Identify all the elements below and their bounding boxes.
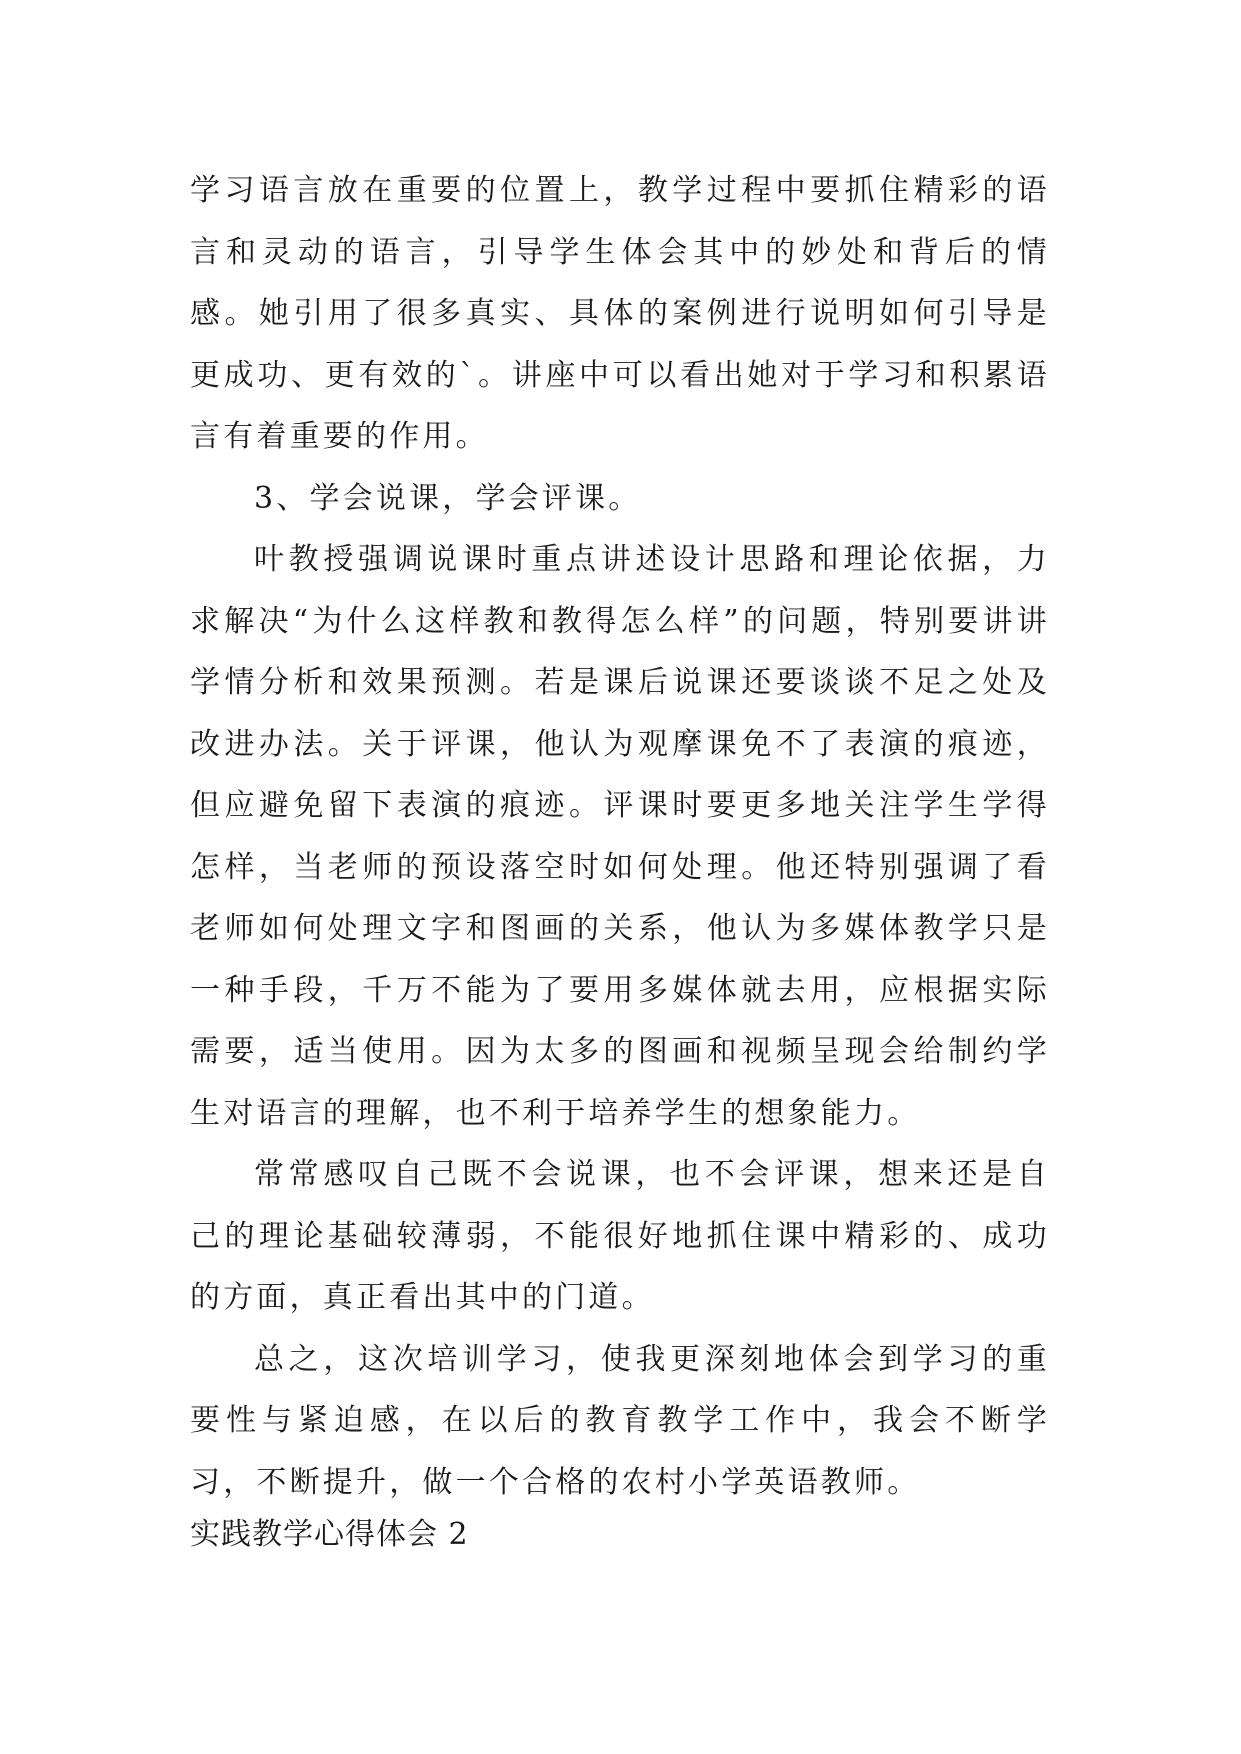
paragraph-point-3-heading: 3、学会说课，学会评课。 [254,480,642,516]
paragraph-self-reflection: 常常感叹自己既不会说课，也不会评课，想来还是自己的理论基础较薄弱，不能很好地抓住课中精彩的、成功的方面，真正看出其中的门道。 [190,1157,1050,1315]
body-text [190,160,1050,1513]
paragraph-conclusion: 总之，这次培训学习，使我更深刻地体会到学习的重要性与紧迫感，在以后的教育教学工作中，我会不断学习，不断提升，做一个合格的农村小学英语教师。 [190,1341,1050,1500]
section-title: 实践教学心得体会 2 [190,1517,469,1552]
paragraph-language-learning: 学习语言放在重要的位置上，教学过程中要抓住精彩的语言和灵动的语言，引导学生体会其中的妙处和背后的情感。她引用了很多真实、具体的案例进行说明如何引导是更成功、更有效的`。讲座中可以看出她对于学习和积累语言有着重要的作用。 [190,173,1050,454]
paragraph-lesson-evaluation: 叶教授强调说课时重点讲述设计思路和理论依据，力求解决“为什么这样教和教得怎么样”的问题，特别要讲讲学情分析和效果预测。若是课后说课还要谈谈不足之处及改进办法。关于评课，他认为观摩课免不了表演的痕迹，但应避免留下表演的痕迹。评课时要更多地关注学生学得怎样，当老师的预设落空时如何处理。他还特别强调了看老师如何处理文字和图画的关系，他认为多媒体教学只是一种手段，千万不能为了要用多媒体就去用，应根据实际需要，适当使用。因为太多的图画和视频呈现会给制约学生对语言的理解，也不利于培养学生的想象能力。 [190,542,1050,1131]
